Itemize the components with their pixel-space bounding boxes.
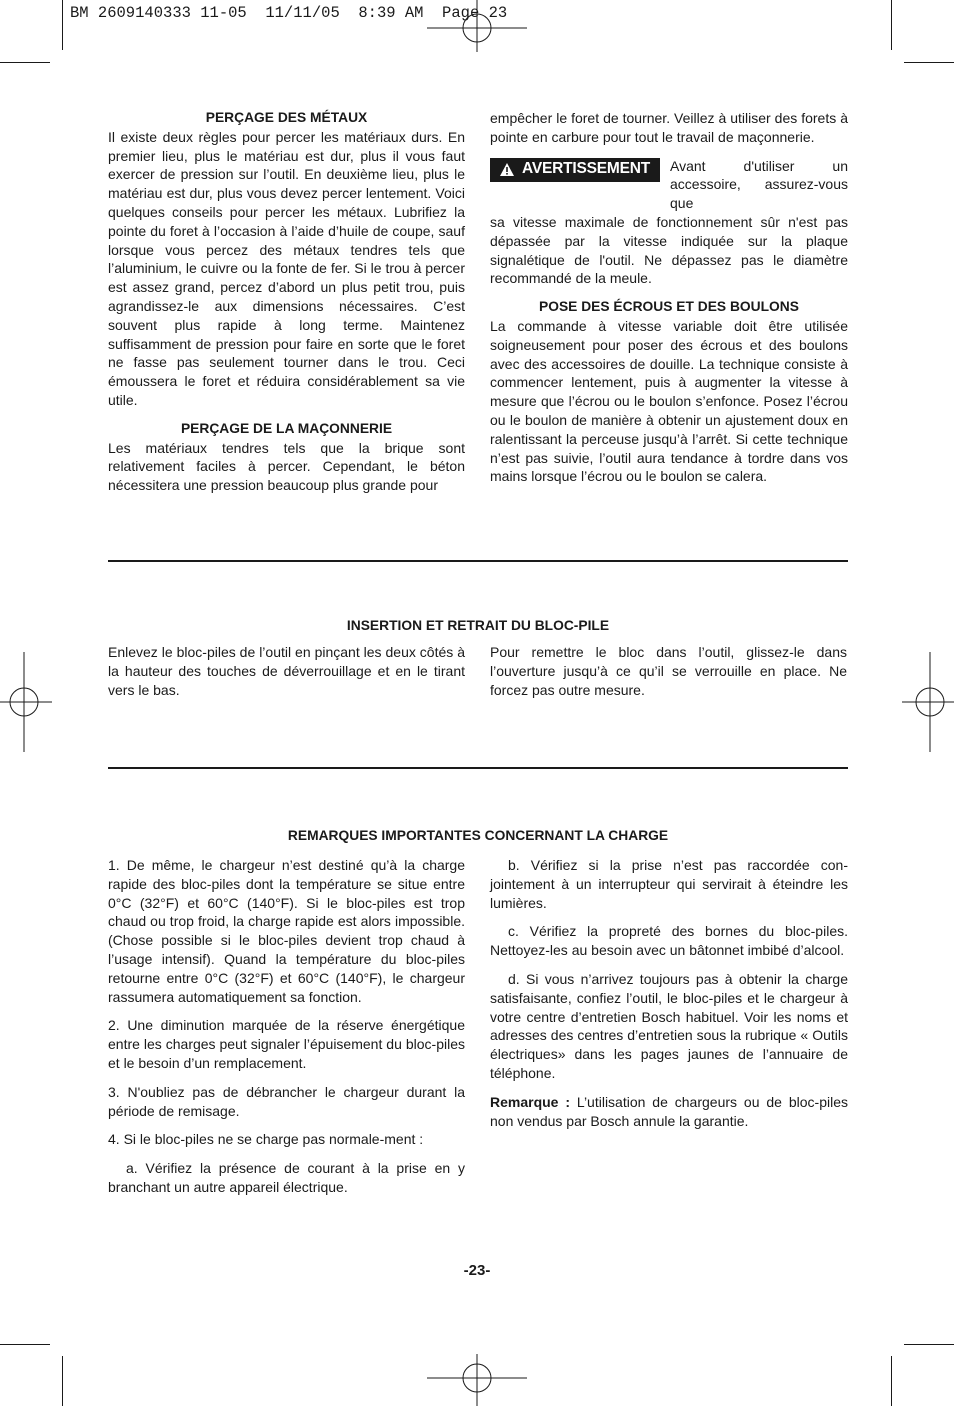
registration-mark-icon xyxy=(427,0,527,52)
paragraph-charge-4a: a. Vérifiez la présence de courant à la prise en y branchant un autre appareil électrique. xyxy=(108,1160,465,1195)
paragraph-charge-4: 4. Si le bloc-piles ne se charge pas normale-ment : xyxy=(108,1131,424,1148)
paragraph-metal: Il existe deux règles pour percer les matériaux durs. En premier lieu, plus le matériau est dur, plus il vous faut exercer de pression sur l’outil. En deuxième lieu, plus le matériau est dur, plus vous devez percer lentement. Voici quelques conseils pour percer les métaux. Lubrifiez la pointe du foret à l’occasion à l’aide d’huile de coupe, sauf lorsque vous percez des métaux tendres tels que l’aluminium, le cuivre ou la fonte de fer. Si le trou à percer est assez grand, percez d’abord un plus petit trou, puis agrandissez-le aux dimensions nécessaires. C’est souvent plus rapide à long terme. Maintenez suffisamment de pression pour faire en sorte que le foret ne fasse pas seulement tourner dans le trou. Ceci émoussera le foret et réduira considérablement sa vie utile. xyxy=(108,128,465,408)
crop-mark xyxy=(891,1356,892,1406)
paragraph-masonry-cont: empêcher le foret de tourner. Veillez à utiliser des forets à pointe en carbure pour tout le travail de maçonnerie. xyxy=(490,110,848,145)
warning-text-first: Avant d'utiliser un accessoire, assurez-vous que xyxy=(670,157,848,212)
battery-right-column xyxy=(490,643,847,699)
crop-mark xyxy=(891,0,892,50)
warning-block xyxy=(490,157,848,213)
charge-right-column xyxy=(490,856,848,1130)
registration-mark-icon xyxy=(902,652,954,752)
section-divider xyxy=(108,560,848,562)
charge-left-column xyxy=(108,856,465,1197)
note-label: Remarque : xyxy=(490,1093,571,1110)
crop-mark xyxy=(62,1356,63,1406)
registration-mark-icon xyxy=(0,652,52,752)
top-right-column xyxy=(490,109,848,486)
print-slug: BM 2609140333 11-05 11/11/05 8:39 AM Page 23 xyxy=(70,4,508,22)
section-divider xyxy=(108,767,848,769)
paragraph-charge-2: 2. Une diminution marquée de la réserve énergétique entre les charges peut signaler l’épuisement du bloc-piles et le besoin d’un remplacement. xyxy=(108,1017,465,1071)
paragraph-charge-4b: b. Vérifiez si la prise n’est pas raccordée con-jointement à un interrupteur qui servirait à éteindre les lumières. xyxy=(490,857,848,911)
crop-mark xyxy=(0,62,50,63)
section-heading-charge: REMARQUES IMPORTANTES CONCERNANT LA CHARGE xyxy=(287,828,669,843)
top-left-column xyxy=(108,109,465,495)
section-heading-metal: PERÇAGE DES MÉTAUX xyxy=(205,110,368,125)
warning-badge xyxy=(490,158,660,182)
paragraph-note xyxy=(490,1093,848,1131)
crop-mark xyxy=(0,1344,50,1345)
paragraph-battery-insert: Pour remettre le bloc dans l’outil, glissez-le dans l’ouverture jusqu’à ce qu’il se verrouille en place. Ne forcez pas outre mesure. xyxy=(490,644,847,698)
warning-triangle-icon xyxy=(500,163,514,176)
section-heading-masonry: PERÇAGE DE LA MAÇONNERIE xyxy=(180,420,393,436)
warning-text-rest: sa vitesse maximale de fonctionnement sûr n'est pas dépassée par la vitesse indiquée sur la plaque signalétique de l'outil. Ne dépassez pas le diamètre recommandé de la meule. xyxy=(490,213,848,287)
section-heading-battery: INSERTION ET RETRAIT DU BLOC-PILE xyxy=(346,618,610,633)
note-text: L’utilisation de chargeurs ou de bloc-piles non vendus par Bosch annule la garantie. xyxy=(490,1093,848,1129)
crop-mark xyxy=(904,1344,954,1345)
registration-mark-icon xyxy=(427,1354,527,1406)
paragraph-nuts: La commande à vitesse variable doit être utilisée soigneusement pour poser des écrous et des boulons avec des accessoires de douille. La technique consiste à commencer lentement, puis à augmenter la vitesse à mesure que l’écrou ou le boulon s’enfonce. Posez l’écrou ou le boulon de manière à obtenir un ajustement doux en ralentissant la perceuse jusqu’à l’arrêt. Si cette technique n’est pas suivie, l’outil aura tendance à tordre dans vos mains lorsque l’écrou ou le boulon se calera. xyxy=(490,317,848,485)
page-number: -23- xyxy=(463,1262,491,1279)
section-heading-nuts: POSE DES ÉCROUS ET DES BOULONS xyxy=(539,299,799,315)
paragraph-battery-remove: Enlevez le bloc-piles de l’outil en pinçant les deux côtés à la hauteur des touches de déverrouillage et en le tirant vers le bas. xyxy=(108,644,465,698)
paragraph-charge-4c: c. Vérifiez la propreté des bornes du bloc-piles. Nettoyez-les au besoin avec un bâtonnet imbibé d’alcool. xyxy=(490,923,848,959)
paragraph-charge-3: 3. N'oubliez pas de débrancher le chargeur durant la période de remisage. xyxy=(108,1083,465,1119)
crop-mark xyxy=(904,62,954,63)
paragraph-charge-1: 1. De même, le chargeur n’est destiné qu’à la charge rapide des bloc-piles dont la température se situe entre 0°C (32°F) et 60°C (140°F). Si le bloc-piles est trop chaud ou trop froid, la charge rapide est alors impossible. (Chose possible si le bloc-piles devient trop chaud à l’usage intensif). Quand la température du bloc-piles retourne entre 0°C (32°F) et 60°C (140°F), le chargeur rassumera automatiquement sa fonction. xyxy=(108,857,465,1005)
battery-left-column xyxy=(108,643,465,699)
crop-mark xyxy=(62,0,63,50)
paragraph-masonry: Les matériaux tendres tels que la brique sont relativement faciles à percer. Cependant, le béton nécessitera une pression beaucoup plus grande pour xyxy=(108,439,465,494)
paragraph-charge-4d: d. Si vous n’arrivez toujours pas à obtenir la charge satisfaisante, confiez l’outil, le bloc-piles et le chargeur à votre centre d’entretien Bosch habituel. Voir les noms et adresses des centres d’entretien sous la rubrique « Outils électriques» dans les pages jaunes de l’annuaire de téléphone. xyxy=(490,970,848,1081)
warning-label: AVERTISSEMENT xyxy=(522,160,651,178)
